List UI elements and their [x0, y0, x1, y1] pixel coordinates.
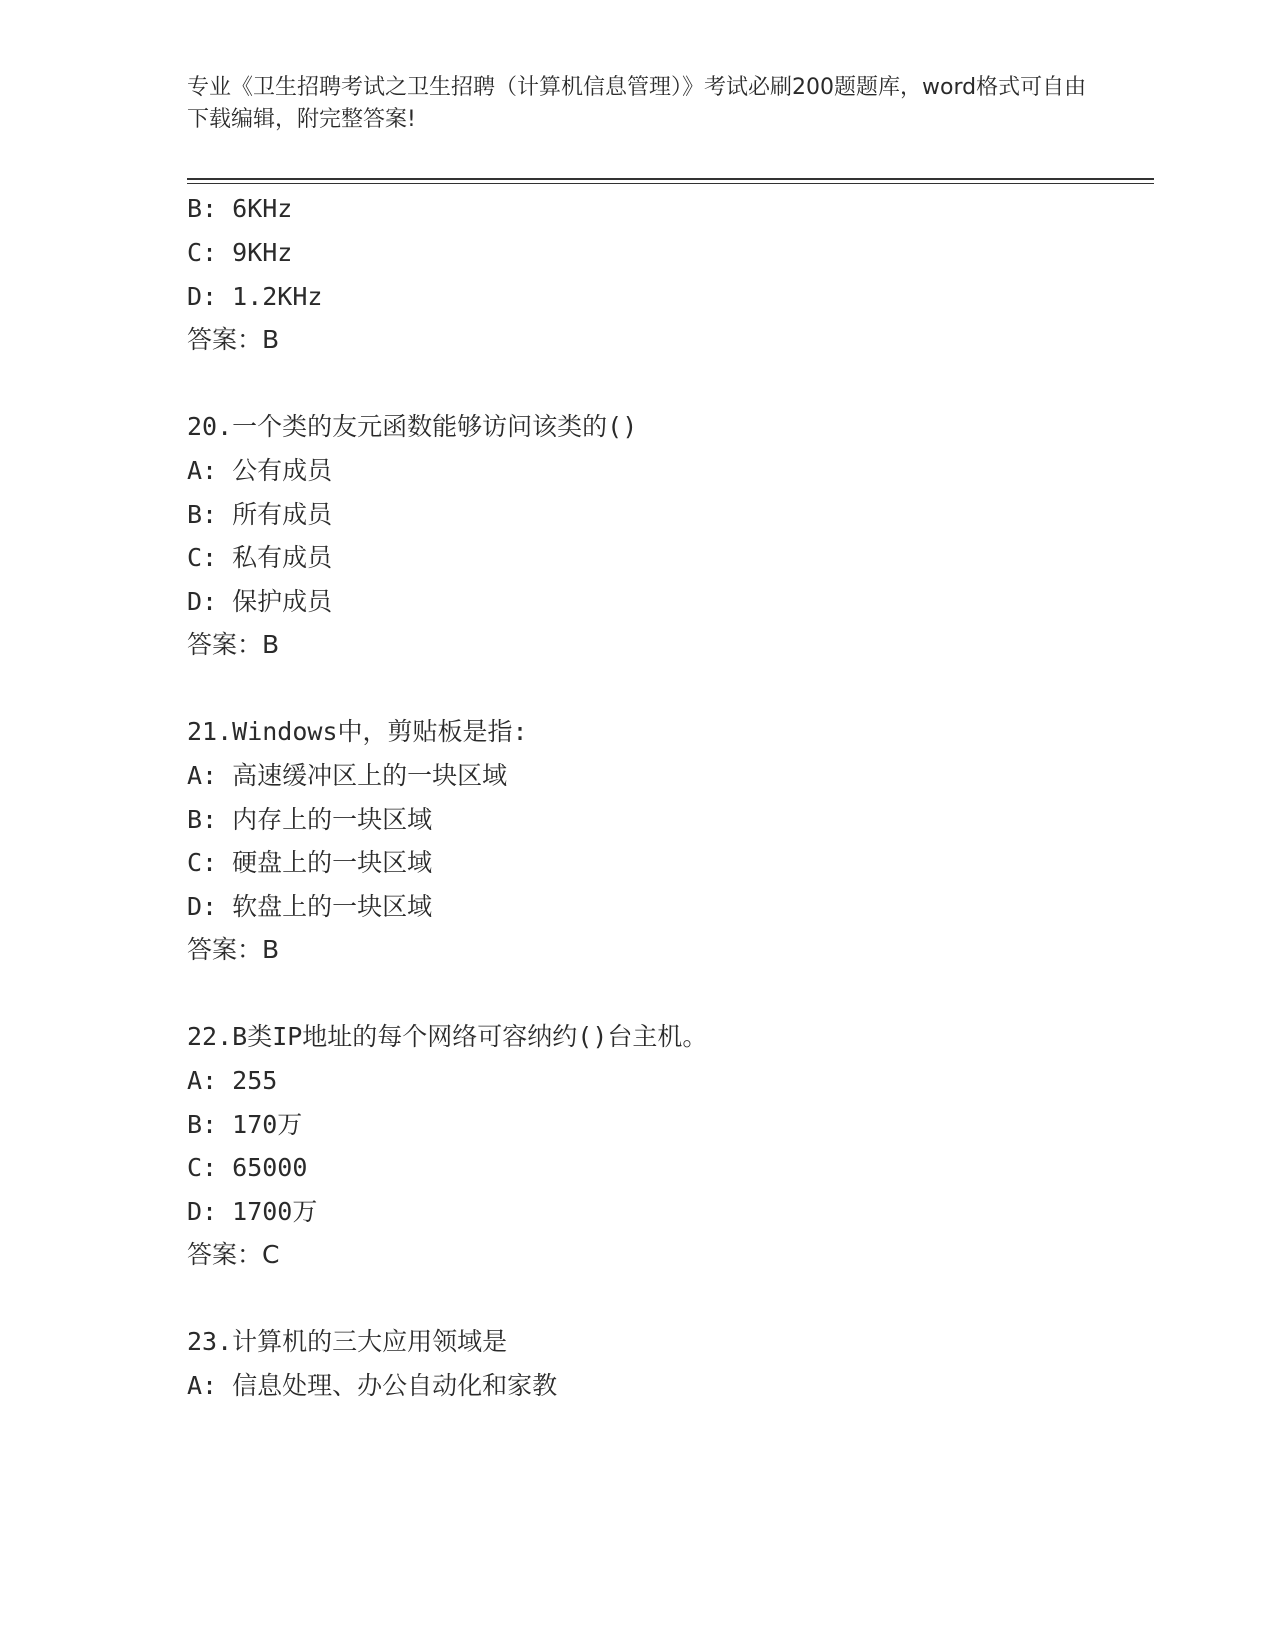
- question-22: 22.B类IP地址的每个网络可容纳约()台主机。: [187, 1022, 708, 1051]
- question-20: 20.一个类的友元函数能够访问该类的(): [187, 412, 638, 441]
- option-a: A: 255: [187, 1066, 278, 1095]
- option-b: B: 内存上的一块区域: [187, 805, 433, 834]
- option-d: D: 1700万: [187, 1197, 318, 1226]
- option-d: D: 1.2KHz: [187, 282, 323, 311]
- option-c: C: 硬盘上的一块区域: [187, 848, 433, 877]
- answer: 答案：B: [187, 325, 280, 354]
- document-header: 专业《卫生招聘考试之卫生招聘（计算机信息管理）》考试必刷200题题库，word格式可自由下载编辑，附完整答案!: [187, 75, 1087, 132]
- header-rule-thin: [187, 183, 1154, 184]
- option-c: C: 私有成员: [187, 543, 333, 572]
- option-c: C: 9KHz: [187, 238, 293, 267]
- option-a: A: 高速缓冲区上的一块区域: [187, 761, 508, 790]
- option-a: A: 信息处理、办公自动化和家教: [187, 1371, 558, 1400]
- option-d: D: 软盘上的一块区域: [187, 892, 433, 921]
- header-rule-thick: [187, 178, 1154, 180]
- option-b: B: 170万: [187, 1110, 303, 1139]
- option-a: A: 公有成员: [187, 456, 333, 485]
- answer: 答案：B: [187, 935, 280, 964]
- answer: 答案：C: [187, 1240, 280, 1269]
- question-23: 23.计算机的三大应用领域是: [187, 1327, 508, 1356]
- option-d: D: 保护成员: [187, 587, 333, 616]
- option-b: B: 所有成员: [187, 500, 333, 529]
- option-b: B: 6KHz: [187, 194, 293, 223]
- answer: 答案：B: [187, 630, 280, 659]
- option-c: C: 65000: [187, 1153, 308, 1182]
- question-21: 21.Windows中，剪贴板是指:: [187, 717, 528, 746]
